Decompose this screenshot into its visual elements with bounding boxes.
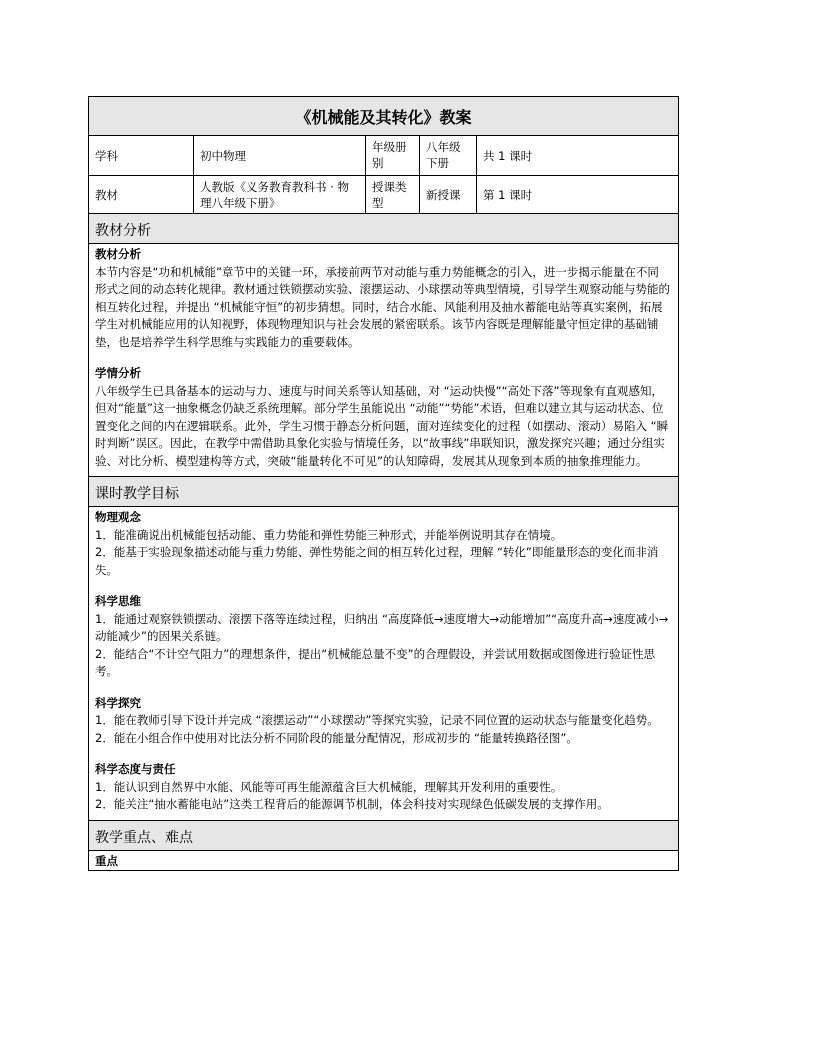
objective-item: 2．能结合“不计空气阻力”的理想条件，提出“机械能总量不变”的合理假设，并尝试用数据或图像进行验证性思考。 — [95, 646, 656, 678]
document-title: 《机械能及其转化》教案 — [89, 97, 678, 136]
objective-item: 2．能关注“抽水蓄能电站”这类工程背后的能源调节机制，体会科技对实现绿色低碳发展的支撑作用。 — [95, 797, 609, 811]
objective-item: 1．能认识到自然界中水能、风能等可再生能源蕴含巨大机械能，理解其开发利用的重要性。 — [95, 779, 563, 794]
info-value-grade: 八年级下册 — [420, 136, 477, 176]
section-heading-objectives: 课时教学目标 — [89, 477, 678, 507]
textbook-analysis-text: 本节内容是“功和机械能”章节中的关键一环，承接前两节对动能与重力势能概念的引入，进一步揭示能量在不同形式之间的动态转化规律。教材通过铁锁摆动实验、滚摆运动、小球摆动等典型情境，引导学生观察动能与势能的相互转化过程，并提出 “机械能守恒”的初步猜想。同时，结合水能、风能利用及抽水蓄能电站等真实案例，拓展学生对机械能应用的认知视野，体现物理知识与社会发展的紧密联系。该节内容既是理解能量守恒定律的基础铺垫，也是培养学生科学思维与实践能力的重要载体。 — [95, 264, 670, 349]
objective-item: 1．能通过观察铁锁摆动、滚摆下落等连续过程，归纳出 “高度降低→速度增大→动能增加”“高度升高→速度减小→动能减少”的因果关系链。 — [95, 611, 669, 643]
objective-item: 2．能基于实验现象描述动能与重力势能、弹性势能之间的相互转化过程，理解 “转化”即能量形态的变化而非消失。 — [95, 545, 659, 577]
objectives-block — [89, 507, 678, 821]
info-value-subject: 初中物理 — [194, 136, 366, 176]
subheading-textbook-analysis: 教材分析 — [95, 247, 141, 261]
objective-item: 1．能准确说出机械能包括动能、重力势能和弹性势能三种形式，并能举例说明其存在情境。 — [95, 527, 563, 542]
objective-item: 2．能在小组合作中使用对比法分析不同阶段的能量分配情况，形成初步的 “能量转换路径图”。 — [95, 730, 578, 745]
objective-group-title: 科学探究 — [95, 695, 141, 710]
subheading-keypoint: 重点 — [95, 853, 118, 868]
info-label-lesson-type: 授课类型 — [366, 176, 420, 214]
subheading-student-analysis: 学情分析 — [95, 366, 141, 380]
info-label-grade: 年级册别 — [366, 136, 420, 176]
objective-group-title: 物理观念 — [95, 510, 141, 524]
objective-group-title: 科学态度与责任 — [95, 762, 176, 776]
student-analysis-text: 八年级学生已具备基本的运动与力、速度与时间关系等认知基础，对 “运动快慢”“高处下落”等现象有直观感知，但对“能量”这一抽象概念仍缺乏系统理解。部分学生虽能说出 “动能”“势能”术语，但难以建立其与运动状态、位置变化之间的内在逻辑联系。此外，学生习惯于静态分析问题，面对连续变化的过程（如摆动、滚动）易陷入 “瞬时判断”误区。因此，在教学中需借助具象化实验与情境任务，以“故事线”串联知识，激发探究兴趣；通过分组实验、对比分析、模型建构等方式，突破“能量转化不可见”的认知障碍，发展其从现象到本质的抽象推理能力。 — [95, 383, 669, 468]
info-value-period-no: 第 1 课时 — [477, 176, 678, 214]
section-heading-keypoints: 教学重点、难点 — [89, 821, 678, 851]
objective-item: 1．能在教师引导下设计并完成 “滚摆运动”“小球摆动”等探究实验，记录不同位置的运动状态与能量变化趋势。 — [95, 713, 659, 727]
analysis-block — [89, 244, 678, 477]
info-table — [89, 136, 678, 214]
section-heading-analysis: 教材分析 — [89, 214, 678, 244]
info-value-periods: 共 1 课时 — [477, 136, 678, 176]
info-value-textbook: 人教版《义务教育教科书 · 物理八年级下册》 — [194, 176, 366, 214]
info-value-lesson-type: 新授课 — [420, 176, 477, 214]
info-label-textbook: 教材 — [89, 176, 194, 214]
lesson-plan-document — [88, 96, 679, 871]
objective-group-title: 科学思维 — [95, 594, 141, 608]
info-label-subject: 学科 — [89, 136, 194, 176]
